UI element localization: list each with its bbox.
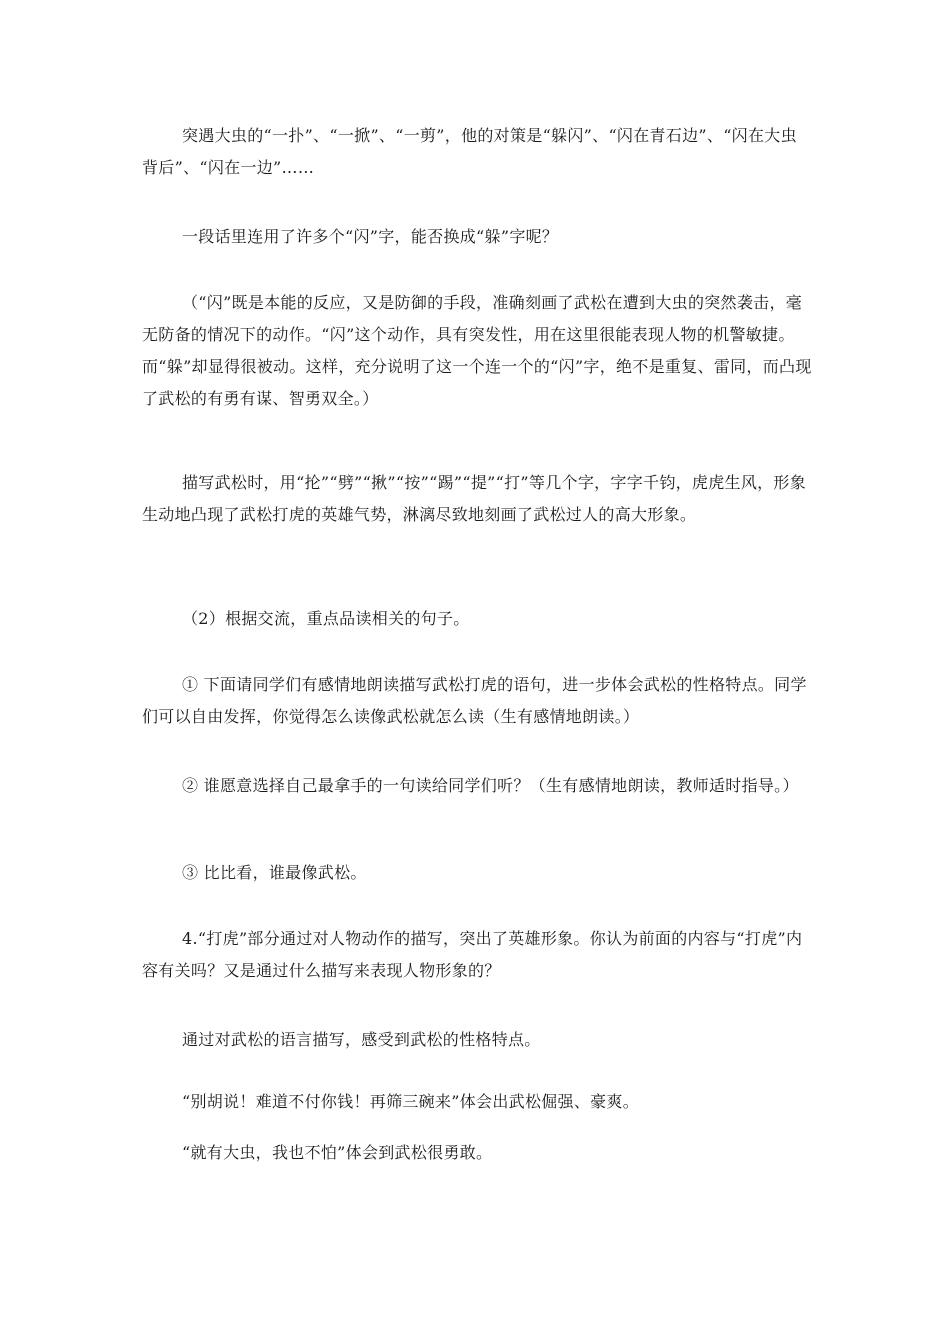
paragraph-reading-task-3: ③ 比比看，谁最像武松。 [182, 863, 367, 882]
paragraph-question-4: 4.“打虎”部分通过对人物动作的描写，突出了英雄形象。你认为前面的内容与“打虎”内容有关吗？又是通过什么描写来表现人物形象的？ [142, 929, 803, 980]
paragraph-quote-2: “就有大虫，我也不怕”体会到武松很勇敢。 [182, 1143, 493, 1162]
paragraph-question-shan: 一段话里连用了许多个“闪”字，能否换成“躲”字呢？ [182, 227, 559, 246]
paragraph-quote-1: “别胡说！难道不付你钱！再筛三碗来”体会出武松倔强、豪爽。 [182, 1092, 640, 1111]
paragraph-action-verbs: 描写武松时，用“抡”“劈”“揪”“按”“踢”“提”“打”等几个字，字字千钧，虎虎生风，形象生动地凸现了武松打虎的英雄气势，淋漓尽致地刻画了武松过人的高大形象。 [142, 473, 807, 524]
paragraph-shan-explanation: （“闪”既是本能的反应，又是防御的手段，准确刻画了武松在遭到大虫的突然袭击，毫无防备的情况下的动作。“闪”这个动作，具有突发性，用在这里很能表现人物的机警敏捷。而“躲”却显得很被动。这样，充分说明了这一个连一个的“闪”字，绝不是重复、雷同，而凸现了武松的有勇有谋、智勇双全。） [142, 293, 812, 408]
paragraph-dodge-actions: 突遇大虫的“一扑”、“一掀”、“一剪”，他的对策是“躲闪”、“闪在青石边”、“闪在大虫背后”、“闪在一边”…… [142, 126, 797, 177]
paragraph-reading-task-2: ② 谁愿意选择自己最拿手的一句读给同学们听？（生有感情地朗读，教师适时指导。） [182, 776, 799, 795]
paragraph-reading-task-1: ① 下面请同学们有感情地朗读描写武松打虎的语句，进一步体会武松的性格特点。同学们可以自由发挥，你觉得怎么读像武松就怎么读（生有感情地朗读。） [142, 675, 807, 726]
paragraph-language-description: 通过对武松的语言描写，感受到武松的性格特点。 [182, 1030, 541, 1049]
paragraph-step-2: （2）根据交流，重点品读相关的句子。 [182, 609, 470, 628]
